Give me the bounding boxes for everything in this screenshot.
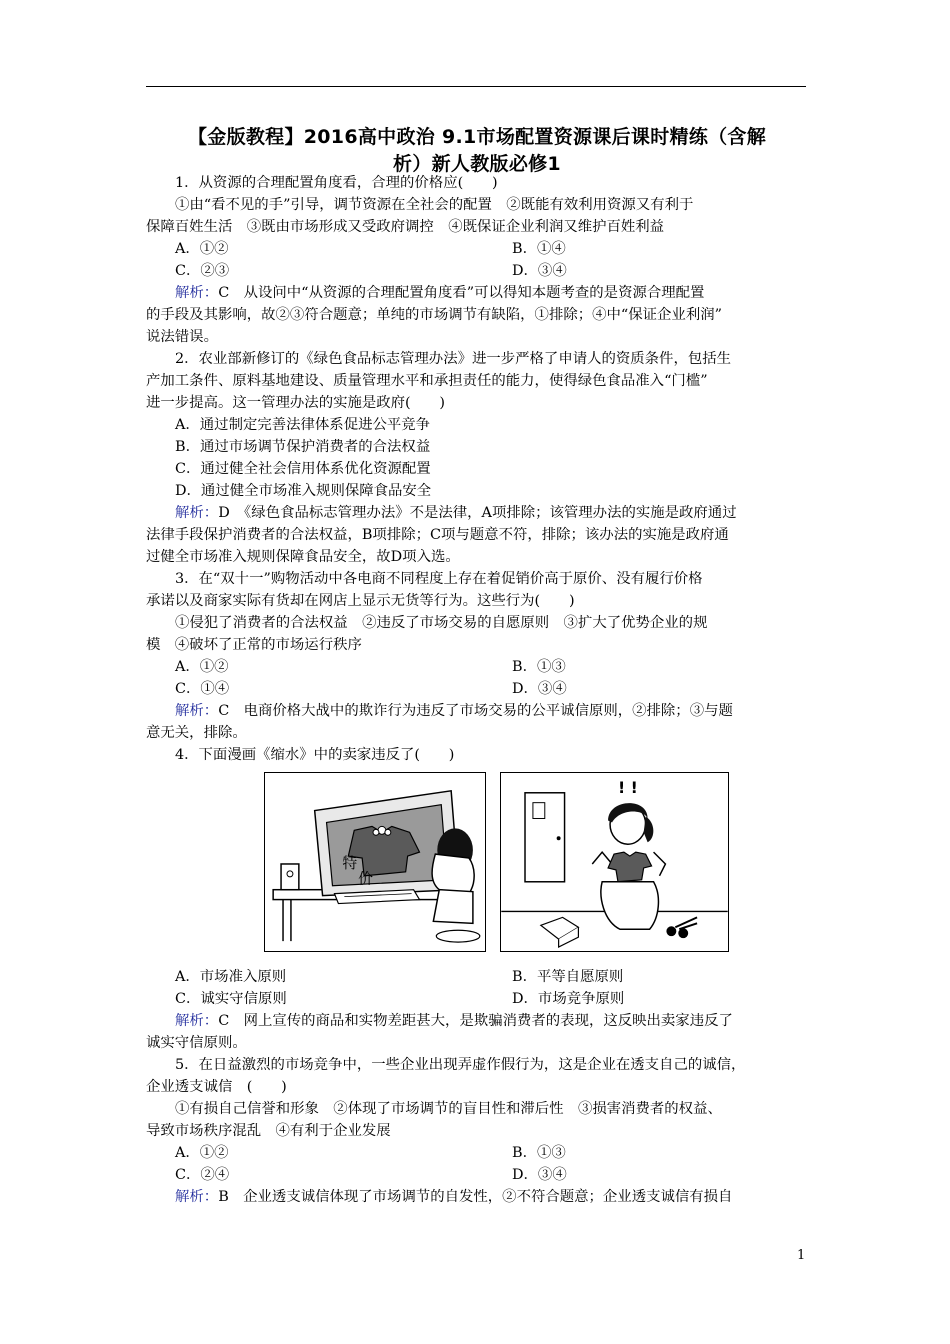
page-number: 1 [797,1248,806,1263]
q1-options-cd [146,260,808,282]
q3-items-line-2: 模 ④破坏了正常的市场运行秩序 [146,637,362,653]
q5-option-c: C．②④ [175,1167,230,1183]
cartoon-panel-online-shopping [264,772,486,952]
q5-analysis-label: 解析： [175,1189,219,1205]
q2-stem-line-1: 2．农业部新修订的《绿色食品标志管理办法》进一步严格了申请人的资质条件，包括生 [175,351,732,367]
q1-analysis-line-3: 说法错误。 [146,329,218,345]
q5-options-cd [146,1164,808,1186]
header-rule [146,86,806,87]
cartoon-figure [264,772,808,958]
q2-analysis-line-3: 过健全市场准入规则保障食品安全，故D项入选。 [146,549,460,565]
q5-analysis-line-1: 解析：B 企业透支诚信体现了市场调节的自发性，②不符合题意；企业透支诚信有损自 [175,1189,733,1205]
q1-items-line-2: 保障百姓生活 ③既由市场形成又受政府调控 ④既保证企业利润又维护百姓利益 [146,219,665,235]
q3-options-cd [146,678,808,700]
q5-items-line-2: 导致市场秩序混乱 ④有利于企业发展 [146,1123,391,1139]
q2-stem-line-3: 进一步提高。这一管理办法的实施是政府( ) [146,395,446,411]
q4-option-c: C．诚实守信原则 [175,991,287,1007]
q1-options-ab [146,238,808,260]
q5-option-a: A．①② [175,1145,229,1161]
q5-stem-line-1: 5．在日益激烈的市场竞争中，一些企业出现弄虚作假行为，这是企业在透支自己的诚信， [175,1057,746,1073]
q4-stem: 4．下面漫画《缩水》中的卖家违反了( ) [175,747,455,763]
cartoon-shrunk-shirt-drawing [501,773,728,951]
q1-option-c: C．②③ [175,263,230,279]
q1-items-line-1: ①由“看不见的手”引导，调节资源在全社会的配置 ②既能有效利用资源又有利于 [175,197,694,213]
q3-options-ab [146,656,808,678]
q4-option-a: A．市场准入原则 [175,969,287,985]
q5-options-ab [146,1142,808,1164]
q1-option-d: D．③④ [512,263,567,279]
q4-analysis-line-1: 解析：C 网上宣传的商品和实物差距甚大，是欺骗消费者的表现，这反映出卖家违反了 [175,1013,733,1029]
q3-option-d: D．③④ [512,681,567,697]
title-line-2: 析）新人教版必修1 [393,153,561,175]
q3-stem-line-2: 承诺以及商家实际有货却在网店上显示无货等行为。这些行为( ) [146,593,575,609]
q2-option-b: B．通过市场调节保护消费者的合法权益 [175,439,431,455]
q4-option-d: D．市场竞争原则 [512,991,625,1007]
q3-analysis-line-2: 意无关，排除。 [146,725,247,741]
q3-option-b: B．①③ [512,659,566,675]
q1-analysis-label: 解析： [175,285,219,301]
q5-stem-line-2: 企业透支诚信 ( ) [146,1079,287,1095]
svg-text:! !: ! ! [617,777,638,797]
q3-option-c: C．①④ [175,681,230,697]
q3-option-a: A．①② [175,659,229,675]
q3-items-line-1: ①侵犯了消费者的合法权益 ②违反了市场交易的自愿原则 ③扩大了优势企业的规 [175,615,708,631]
special-price-tag-line2: 价 [358,870,374,888]
title-line-1: 【金版教程】2016高中政治 9.1市场配置资源课后课时精练（含解 [187,126,767,148]
special-price-tag-line1: 特 [342,854,358,872]
document-body [146,172,808,1208]
q4-analysis-line-2: 诚实守信原则。 [146,1035,247,1051]
q1-option-b: B．①④ [512,241,566,257]
q2-analysis-line-1: 解析：D 《绿色食品标志管理办法》不是法律，A项排除；该管理办法的实施是政府通过 [175,505,737,521]
cartoon-panel-shrunk-shirt [500,772,729,952]
q5-option-d: D．③④ [512,1167,567,1183]
q2-analysis-line-2: 法律手段保护消费者的合法权益，B项排除；C项与题意不符，排除；该办法的实施是政府通 [146,527,729,543]
q5-items-line-1: ①有损自己信誉和形象 ②体现了市场调节的盲目性和滞后性 ③损害消费者的权益、 [175,1101,722,1117]
q3-stem-line-1: 3．在“双十一”购物活动中各电商不同程度上存在着促销价高于原价、没有履行价格 [175,571,703,587]
q1-analysis-line-1: 解析：C 从设问中“从资源的合理配置角度看”可以得知本题考查的是资源合理配置 [175,285,705,301]
q2-stem-line-2: 产加工条件、原料基地建设、质量管理水平和承担责任的能力，使得绿色食品准入“门槛” [146,373,708,389]
q4-options-cd [146,988,808,1010]
q3-analysis-line-1: 解析：C 电商价格大战中的欺诈行为违反了市场交易的公平诚信原则，②排除；③与题 [175,703,733,719]
q4-options-ab [146,966,808,988]
cartoon-online-shopping-drawing [265,773,485,951]
q3-analysis-label: 解析： [175,703,219,719]
q1-analysis-line-2: 的手段及其影响，故②③符合题意；单纯的市场调节有缺陷，①排除；④中“保证企业利润” [146,307,722,323]
q1-stem: 1．从资源的合理配置角度看，合理的价格应( ) [175,175,498,191]
q5-option-b: B．①③ [512,1145,566,1161]
document-title [146,124,808,178]
q4-option-b: B．平等自愿原则 [512,969,624,985]
q2-option-c: C．通过健全社会信用体系优化资源配置 [175,461,431,477]
q1-option-a: A．①② [175,241,229,257]
q2-analysis-label: 解析： [175,505,219,521]
q4-analysis-label: 解析： [175,1013,219,1029]
q2-option-a: A．通过制定完善法律体系促进公平竞争 [175,417,431,433]
q2-option-d: D．通过健全市场准入规则保障食品安全 [175,483,432,499]
